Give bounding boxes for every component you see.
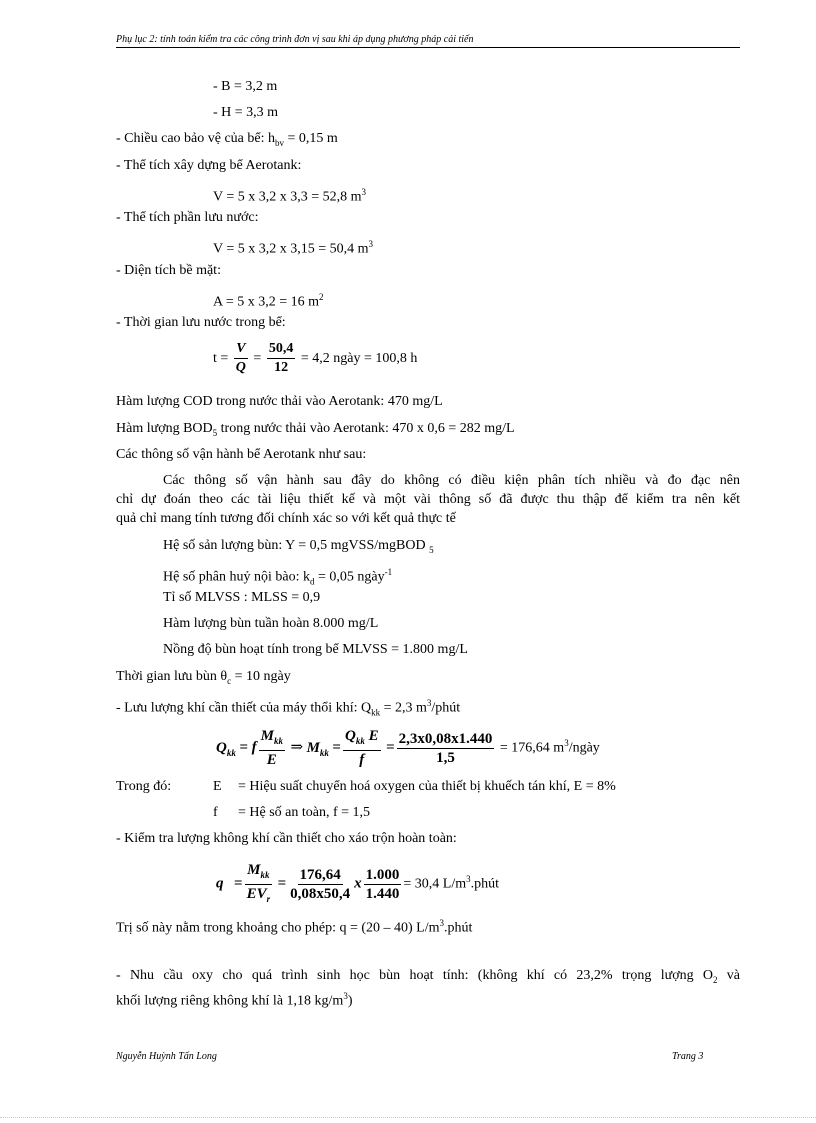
line-mlvss: Tỉ số MLVSS : MLSS = 0,9 bbox=[163, 590, 321, 605]
line-yield: Hệ số sản lượng bùn: Y = 0,5 mgVSS/mgBOD $_5$ bbox=[163, 538, 434, 555]
definition-f: = Hệ số an toàn, f = 1,5 bbox=[238, 805, 371, 820]
line-recycle: Hàm lượng bùn tuần hoàn 8.000 mg/L bbox=[163, 616, 379, 631]
line-mixing-label: - Kiểm tra lượng không khí cần thiết cho xáo trộn hoàn toàn: bbox=[116, 831, 457, 846]
line-water-volume-label: - Thể tích phần lưu nước: bbox=[116, 210, 259, 225]
label-where: Trong đó: bbox=[116, 779, 172, 794]
symbol-e: E bbox=[213, 779, 222, 794]
symbol-f: f bbox=[213, 805, 218, 820]
line-volume-eq: V = 5 x 3,2 x 3,3 = 52,8 $m^3$ bbox=[213, 187, 367, 205]
formula-air-mass: $Q_{kk} = f$ $\frac{M_{kk}}{E}$ ⇒ $M_{kk}$ = $\frac{Q_{kk} E}{f}$ = $\frac{2,3x0,08x1.440}{1,5}$ = 176,64 $m^3$/ngày bbox=[216, 728, 600, 769]
line-kd: Hệ số phân huỷ nội bào: $k_d = 0,05$ ngày$^{-1}$ bbox=[163, 567, 393, 587]
definition-e: = Hiệu suất chuyển hoá oxygen của thiết bị khuếch tán khí, E = 8% bbox=[238, 779, 616, 794]
line-allowed-range: Trị số này nằm trong khoảng cho phép: q = (20 – 40) $L/m^3.phút$ bbox=[116, 918, 473, 936]
line-oxygen-1: - Nhu cầu oxy cho quá trình sinh học bùn hoạt tính: (không khí có 23,2% trọng lượng $O_2$ và bbox=[116, 968, 740, 985]
line-bod: Hàm lượng $BOD_5$ trong nước thải vào Aerotank: 470 x 0,6 = 282 mg/L bbox=[116, 421, 515, 438]
paragraph-line-1: Các thông số vận hành sau đây do không có điều kiện phân tích nhiều và đo đạc nên bbox=[163, 473, 740, 488]
line-h: - H = 3,3 m bbox=[213, 105, 279, 120]
formula-mixing-air: q = $\frac{M_{kk}}{EV_r}$ = $\frac{176,64}{0,08x50,4}$ x $\frac{1.000}{1.440}$ = 30,4 $L/m^3.phút$ bbox=[216, 861, 500, 904]
line-concentration: Nồng độ bùn hoạt tính trong bể MLVSS = 1.800 mg/L bbox=[163, 642, 468, 657]
line-air-flow: - Lưu lượng khí cần thiết của máy thổi khí: $Q_{kk} = 2,3$ $m^3$/phút bbox=[116, 698, 461, 718]
formula-retention-time: t = $\frac{V}{Q}$ = $\frac{50,4}{12}$ = 4,2 ngày = 100,8 h bbox=[213, 341, 418, 376]
line-b: - B = 3,2 m bbox=[213, 79, 278, 94]
footer-page-number: Trang 3 bbox=[672, 1051, 704, 1062]
page-edge-divider bbox=[0, 1117, 816, 1118]
line-params: Các thông số vận hành bể Aerotank như sau: bbox=[116, 447, 367, 462]
line-hbv: - Chiều cao bảo vệ của bể: $h_{bv} = 0,15$ m bbox=[116, 131, 338, 148]
footer-author: Nguyễn Huỳnh Tấn Long bbox=[116, 1051, 217, 1062]
line-volume-label: - Thể tích xây dựng bể Aerotank: bbox=[116, 158, 302, 173]
line-sludge-age: Thời gian lưu bùn $\theta_c = 10$ ngày bbox=[116, 669, 291, 686]
line-water-volume-eq: V = 5 x 3,2 x 3,15 = 50,4 $m^3$ bbox=[213, 239, 374, 257]
paragraph-line-2: chỉ dự đoán theo các tài liệu thiết kế và một vài thông số đã được thu thập để kiểm tra nên kết bbox=[116, 492, 740, 507]
line-area-label: - Diện tích bề mặt: bbox=[116, 263, 221, 278]
page-header: Phụ lục 2: tính toán kiểm tra các công trình đơn vị sau khi áp dụng phương pháp cải tiến bbox=[116, 34, 740, 48]
line-oxygen-2: khối lượng riêng không khí là 1,18 $kg/m^3$) bbox=[116, 991, 353, 1009]
paragraph-line-3: quả chỉ mang tính tương đối chính xác so với kết quả thực tế bbox=[116, 511, 456, 526]
line-cod: Hàm lượng COD trong nước thải vào Aerotank: 470 mg/L bbox=[116, 394, 443, 409]
line-area-eq: A = 5 x 3,2 = 16 $m^2$ bbox=[213, 292, 324, 310]
line-retention-label: - Thời gian lưu nước trong bể: bbox=[116, 315, 286, 330]
